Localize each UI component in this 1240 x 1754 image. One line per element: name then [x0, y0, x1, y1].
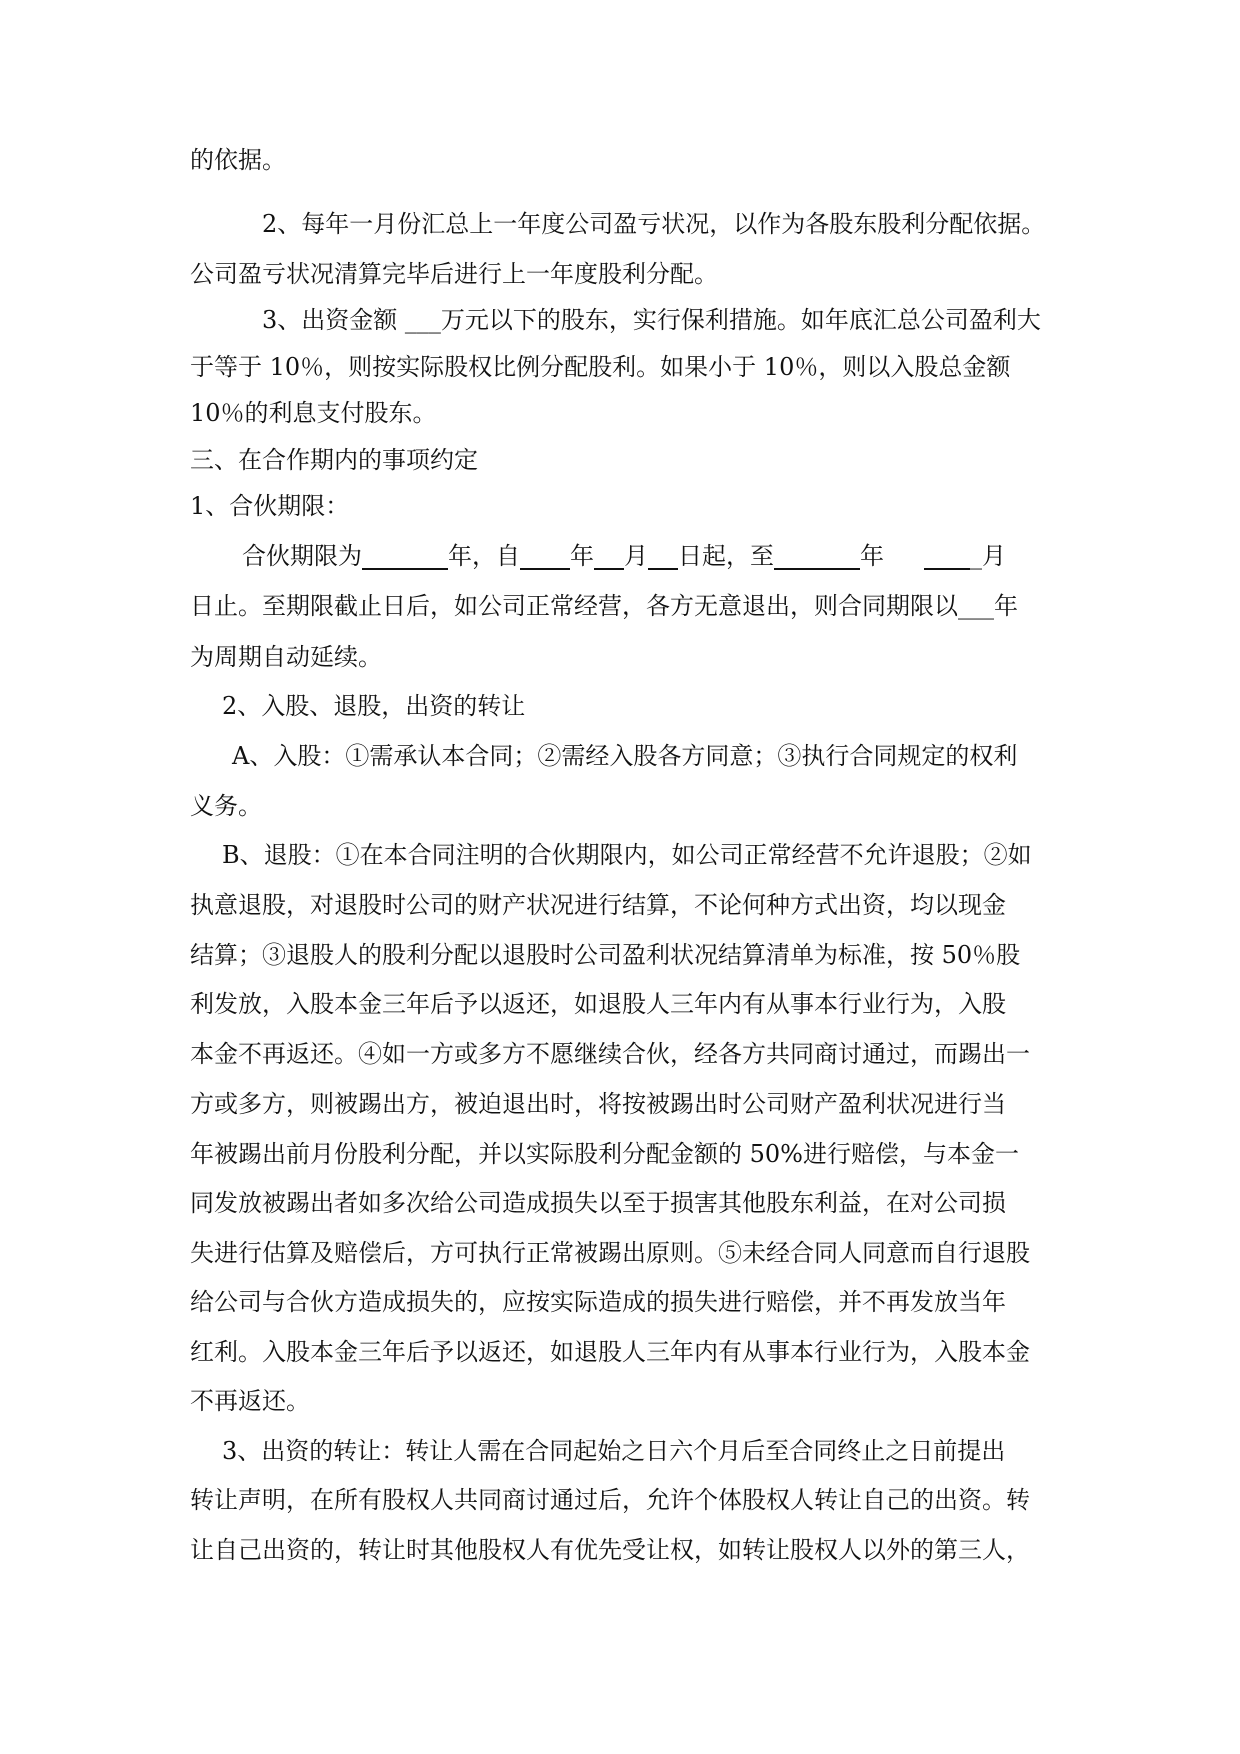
term-text-5: 日起，至 [678, 542, 774, 570]
term-text-2: 年，自 [448, 542, 520, 570]
text-line-29: 让自己出资的，转让时其他股权人有优先受让权，如转让股权人以外的第三人， [190, 1536, 1030, 1564]
text-line-3: 公司盈亏状况清算完毕后进行上一年度股利分配。 [190, 260, 718, 288]
text-line-27: 3、出资的转让：转让人需在合同起始之日六个月后至合同终止之日前提出 [222, 1437, 1006, 1465]
partnership-term-line [242, 539, 1006, 573]
term-years-blank [362, 542, 448, 570]
start-month-blank [594, 542, 624, 570]
end-month-blank [924, 542, 970, 570]
text-line-23: 失进行估算及赔偿后，方可执行正常被踢出原则。⑤未经合同人同意而自行退股 [190, 1239, 1030, 1267]
text-line-10: 日止。至期限截止日后，如公司正常经营，各方无意退出，则合同期限以___年 [190, 592, 1018, 620]
text-line-4: 3、出资金额 ___万元以下的股东，实行保利措施。如年底汇总公司盈利大 [262, 306, 1041, 334]
start-year-blank [520, 542, 570, 570]
text-line-28: 转让声明，在所有股权人共同商讨通过后，允许个体股权人转让自己的出资。转 [190, 1486, 1030, 1514]
text-line-24: 给公司与合伙方造成损失的，应按实际造成的损失进行赔偿，并不再发放当年 [190, 1288, 1006, 1316]
text-line-12: 2、入股、退股，出资的转让 [222, 692, 526, 720]
text-line-14: 义务。 [190, 792, 262, 820]
text-line-21: 年被踢出前月份股利分配，并以实际股利分配金额的 50%进行赔偿，与本金一 [190, 1140, 1019, 1168]
text-line-13: A、入股：①需承认本合同；②需经入股各方同意；③执行合同规定的权利 [232, 742, 1018, 770]
text-line-11: 为周期自动延续。 [190, 643, 382, 671]
text-line-17: 结算；③退股人的股利分配以退股时公司盈利状况结算清单为标准，按 50％股 [190, 941, 1021, 969]
term-text-3: 年 [570, 542, 594, 570]
text-line-20: 方或多方，则被踢出方，被迫退出时，将按被踢出时公司财产盈利状况进行当 [190, 1090, 1006, 1118]
text-line-15: B、退股：①在本合同注明的合伙期限内，如公司正常经营不允许退股；②如 [222, 841, 1032, 869]
text-line-22: 同发放被踢出者如多次给公司造成损失以至于损害其他股东利益，在对公司损 [190, 1189, 1006, 1217]
text-line-6: 10％的利息支付股东。 [190, 399, 437, 427]
text-line-2: 2、每年一月份汇总上一年度公司盈亏状况，以作为各股东股利分配依据。 [262, 210, 1046, 238]
start-day-blank [648, 542, 678, 570]
text-line-18: 利发放，入股本金三年后予以返还，如退股人三年内有从事本行业行为，入股 [190, 990, 1006, 1018]
text-line-1: 的依据。 [190, 146, 286, 174]
term-text-4: 月 [624, 542, 648, 570]
text-line-25: 红利。入股本金三年后予以返还，如退股人三年内有从事本行业行为，入股本金 [190, 1338, 1030, 1366]
term-text-1: 合伙期限为 [242, 542, 362, 570]
text-line-5: 于等于 10％，则按实际股权比例分配股利。如果小于 10％，则以入股总金额 [190, 353, 1011, 381]
text-line-8: 1、合伙期限： [190, 492, 350, 520]
section-heading: 三、在合作期内的事项约定 [190, 446, 478, 474]
text-line-16: 执意退股，对退股时公司的财产状况进行结算，不论何种方式出资，均以现金 [190, 891, 1006, 919]
term-text-7: _月 [970, 542, 1006, 570]
end-year-blank [774, 542, 860, 570]
text-line-26: 不再返还。 [190, 1387, 310, 1415]
term-text-6: 年 [860, 542, 884, 570]
text-line-19: 本金不再返还。④如一方或多方不愿继续合伙，经各方共同商讨通过，而踢出一 [190, 1040, 1030, 1068]
